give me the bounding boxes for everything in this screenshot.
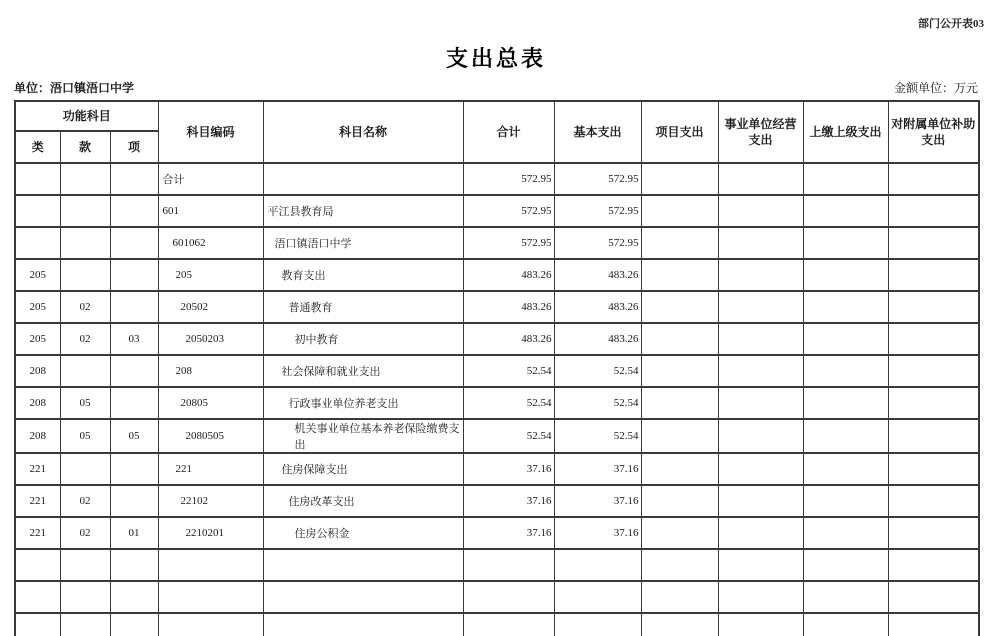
cell-subsidy: [888, 163, 979, 195]
cell-upper: [803, 549, 888, 581]
cell-code: [158, 581, 263, 613]
cell-total: 572.95: [463, 227, 554, 259]
cell-subsidy: [888, 291, 979, 323]
cell-name: [263, 581, 463, 613]
cell-name: 平江县教育局: [263, 195, 463, 227]
cell-name: [263, 613, 463, 636]
cell-class: 205: [15, 259, 60, 291]
table-row: [15, 613, 979, 636]
cell-basic: [554, 613, 641, 636]
cell-code: 208: [158, 355, 263, 387]
cell-item: [110, 355, 158, 387]
cell-total: 37.16: [463, 485, 554, 517]
cell-code: [158, 613, 263, 636]
cell-subsidy: [888, 387, 979, 419]
cell-name: 社会保障和就业支出: [263, 355, 463, 387]
cell-upper: [803, 419, 888, 453]
table-row: [15, 163, 979, 195]
cell-code: 601062: [158, 227, 263, 259]
cell-operating: [718, 387, 803, 419]
cell-operating: [718, 453, 803, 485]
cell-section: 05: [60, 387, 110, 419]
cell-basic: 483.26: [554, 323, 641, 355]
cell-subsidy: [888, 613, 979, 636]
cell-basic: 52.54: [554, 355, 641, 387]
cell-basic: 572.95: [554, 227, 641, 259]
cell-section: [60, 549, 110, 581]
cell-class: 221: [15, 485, 60, 517]
cell-project: [641, 419, 718, 453]
cell-item: [110, 453, 158, 485]
cell-class: 205: [15, 291, 60, 323]
cell-name: 住房公积金: [263, 517, 463, 549]
cell-class: [15, 613, 60, 636]
cell-operating: [718, 613, 803, 636]
cell-project: [641, 549, 718, 581]
cell-upper: [803, 195, 888, 227]
cell-total: [463, 581, 554, 613]
cell-name: [263, 549, 463, 581]
cell-name: 浯口镇浯口中学: [263, 227, 463, 259]
cell-section: [60, 581, 110, 613]
table-row: [15, 453, 979, 485]
cell-project: [641, 259, 718, 291]
cell-class: 205: [15, 323, 60, 355]
cell-item: [110, 163, 158, 195]
header-item: 项: [110, 131, 158, 163]
cell-subsidy: [888, 323, 979, 355]
cell-upper: [803, 613, 888, 636]
cell-operating: [718, 355, 803, 387]
cell-subsidy: [888, 355, 979, 387]
cell-section: [60, 227, 110, 259]
cell-class: [15, 163, 60, 195]
cell-code: 601: [158, 195, 263, 227]
header-operating: 事业单位经营支出: [718, 101, 803, 163]
cell-subsidy: [888, 549, 979, 581]
cell-basic: 483.26: [554, 259, 641, 291]
cell-total: 572.95: [463, 195, 554, 227]
cell-name: 普通教育: [263, 291, 463, 323]
cell-upper: [803, 355, 888, 387]
header-upper: 上缴上级支出: [803, 101, 888, 163]
header-section: 款: [60, 131, 110, 163]
cell-basic: 572.95: [554, 195, 641, 227]
cell-total: 572.95: [463, 163, 554, 195]
cell-code: 20805: [158, 387, 263, 419]
cell-code: 合计: [158, 163, 263, 195]
table-header: [15, 101, 979, 163]
cell-section: [60, 163, 110, 195]
header-total: 合计: [463, 101, 554, 163]
cell-total: 483.26: [463, 259, 554, 291]
header-basic: 基本支出: [554, 101, 641, 163]
cell-section: [60, 613, 110, 636]
cell-basic: 52.54: [554, 419, 641, 453]
cell-project: [641, 195, 718, 227]
cell-project: [641, 355, 718, 387]
cell-upper: [803, 163, 888, 195]
cell-name: 住房保障支出: [263, 453, 463, 485]
cell-code: 2050203: [158, 323, 263, 355]
cell-code: [158, 549, 263, 581]
cell-total: 52.54: [463, 355, 554, 387]
amount-unit-label: 金额单位：万元: [893, 81, 978, 95]
cell-operating: [718, 227, 803, 259]
table-row: [15, 517, 979, 549]
cell-operating: [718, 195, 803, 227]
cell-total: 52.54: [463, 387, 554, 419]
cell-total: [463, 613, 554, 636]
cell-code: 2210201: [158, 517, 263, 549]
cell-item: [110, 259, 158, 291]
cell-item: [110, 227, 158, 259]
cell-item: [110, 291, 158, 323]
cell-section: 02: [60, 485, 110, 517]
cell-class: [15, 549, 60, 581]
cell-subsidy: [888, 419, 979, 453]
cell-name: 住房改革支出: [263, 485, 463, 517]
table-row: [15, 419, 979, 453]
cell-upper: [803, 581, 888, 613]
cell-section: [60, 259, 110, 291]
cell-class: [15, 581, 60, 613]
table-row: [15, 485, 979, 517]
cell-upper: [803, 453, 888, 485]
table-row: [15, 581, 979, 613]
cell-project: [641, 485, 718, 517]
cell-section: 02: [60, 291, 110, 323]
cell-total: 52.54: [463, 419, 554, 453]
table-row: [15, 227, 979, 259]
table-row: [15, 291, 979, 323]
table-body: [15, 163, 979, 636]
cell-name: 初中教育: [263, 323, 463, 355]
cell-basic: [554, 581, 641, 613]
cell-code: 205: [158, 259, 263, 291]
cell-basic: 52.54: [554, 387, 641, 419]
cell-section: 05: [60, 419, 110, 453]
cell-subsidy: [888, 517, 979, 549]
cell-subsidy: [888, 195, 979, 227]
cell-item: 01: [110, 517, 158, 549]
cell-name: [263, 163, 463, 195]
table-row: [15, 323, 979, 355]
cell-basic: [554, 549, 641, 581]
cell-item: [110, 549, 158, 581]
cell-section: [60, 355, 110, 387]
cell-basic: 37.16: [554, 485, 641, 517]
cell-project: [641, 453, 718, 485]
cell-basic: 572.95: [554, 163, 641, 195]
table-row: [15, 259, 979, 291]
cell-project: [641, 581, 718, 613]
cell-project: [641, 227, 718, 259]
cell-name: 行政事业单位养老支出: [263, 387, 463, 419]
cell-class: 208: [15, 419, 60, 453]
cell-class: 221: [15, 517, 60, 549]
header-subsidy: 对附属单位补助支出: [888, 101, 979, 163]
cell-project: [641, 323, 718, 355]
cell-upper: [803, 485, 888, 517]
cell-item: 05: [110, 419, 158, 453]
cell-item: [110, 195, 158, 227]
cell-project: [641, 291, 718, 323]
cell-code: 20502: [158, 291, 263, 323]
cell-project: [641, 517, 718, 549]
cell-basic: 37.16: [554, 453, 641, 485]
cell-operating: [718, 323, 803, 355]
cell-class: 208: [15, 355, 60, 387]
cell-item: [110, 485, 158, 517]
cell-operating: [718, 419, 803, 453]
cell-total: 483.26: [463, 291, 554, 323]
cell-code: 22102: [158, 485, 263, 517]
cell-class: 208: [15, 387, 60, 419]
cell-section: [60, 195, 110, 227]
cell-upper: [803, 259, 888, 291]
cell-code: 2080505: [158, 419, 263, 453]
header-row-top: [15, 101, 979, 131]
cell-section: [60, 453, 110, 485]
cell-item: [110, 613, 158, 636]
cell-subsidy: [888, 581, 979, 613]
cell-item: 03: [110, 323, 158, 355]
unit-label: 单位：浯口镇浯口中学: [14, 81, 135, 95]
cell-subsidy: [888, 485, 979, 517]
cell-upper: [803, 291, 888, 323]
page-title: 支出总表: [445, 46, 546, 71]
form-number-label: 部门公开表03: [918, 18, 984, 30]
cell-section: 02: [60, 517, 110, 549]
cell-class: [15, 227, 60, 259]
expenditure-table: [14, 100, 980, 636]
cell-project: [641, 613, 718, 636]
table-row: [15, 195, 979, 227]
meta-row: [14, 79, 978, 96]
cell-basic: 483.26: [554, 291, 641, 323]
cell-total: [463, 549, 554, 581]
cell-project: [641, 387, 718, 419]
cell-item: [110, 581, 158, 613]
cell-upper: [803, 323, 888, 355]
cell-item: [110, 387, 158, 419]
header-code: 科目编码: [158, 101, 263, 163]
cell-operating: [718, 163, 803, 195]
cell-project: [641, 163, 718, 195]
header-project: 项目支出: [641, 101, 718, 163]
cell-subsidy: [888, 227, 979, 259]
cell-operating: [718, 581, 803, 613]
cell-operating: [718, 549, 803, 581]
cell-operating: [718, 485, 803, 517]
cell-total: 37.16: [463, 517, 554, 549]
cell-operating: [718, 517, 803, 549]
table-row: [15, 549, 979, 581]
cell-upper: [803, 227, 888, 259]
header-class: 类: [15, 131, 60, 163]
cell-class: 221: [15, 453, 60, 485]
cell-operating: [718, 291, 803, 323]
cell-subsidy: [888, 453, 979, 485]
cell-basic: 37.16: [554, 517, 641, 549]
cell-upper: [803, 387, 888, 419]
cell-subsidy: [888, 259, 979, 291]
cell-code: 221: [158, 453, 263, 485]
cell-name: 机关事业单位基本养老保险缴费支出: [263, 419, 463, 453]
table-row: [15, 387, 979, 419]
header-func-group: 功能科目: [15, 101, 158, 131]
cell-total: 37.16: [463, 453, 554, 485]
cell-class: [15, 195, 60, 227]
header-name: 科目名称: [263, 101, 463, 163]
cell-name: 教育支出: [263, 259, 463, 291]
cell-upper: [803, 517, 888, 549]
cell-section: 02: [60, 323, 110, 355]
table-row: [15, 355, 979, 387]
cell-total: 483.26: [463, 323, 554, 355]
cell-operating: [718, 259, 803, 291]
